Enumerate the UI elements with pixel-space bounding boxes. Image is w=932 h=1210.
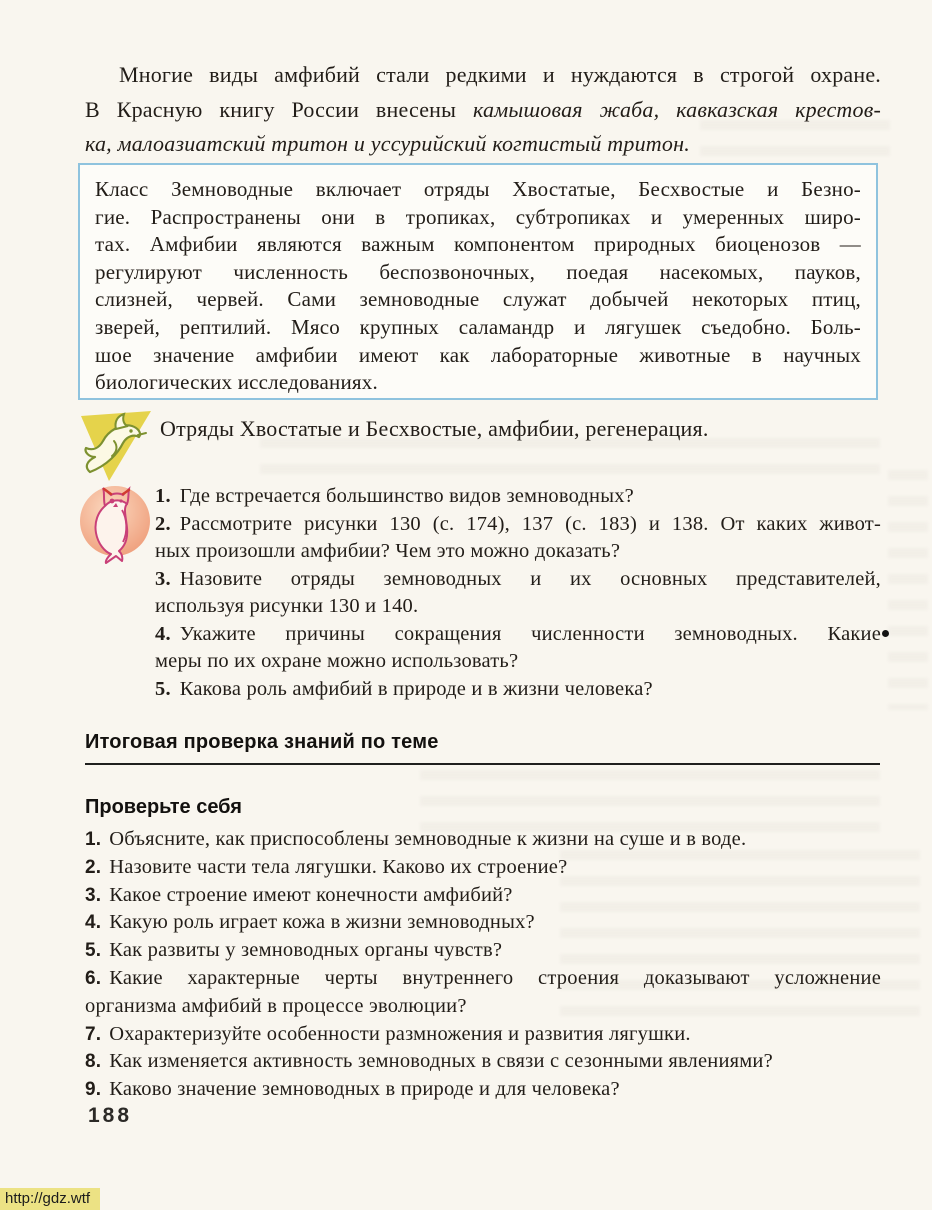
question-item — [155, 566, 881, 621]
summary-line: гие. Распространены они в тропиках, субтропиках и умеренных широ- — [95, 204, 861, 229]
question-item — [155, 511, 881, 566]
summary-line: шое значение амфибии имеют как лабораторные животные в научных — [95, 342, 861, 367]
item-number: 8. — [85, 1051, 102, 1073]
question-line: меры по их охране можно использовать? — [155, 650, 519, 672]
summary-line: Класс Земноводные включает отряды Хвостатые, Бесхвостые и Безно- — [95, 177, 861, 201]
question-number: 2. — [155, 512, 171, 535]
questions-list — [155, 483, 881, 703]
question-line: 5. Какова роль амфибий в природе и в жизни человека? — [155, 677, 653, 700]
item-number: 1. — [85, 829, 102, 850]
section-divider — [85, 763, 880, 765]
subsection-heading: Проверьте себя — [85, 796, 242, 818]
section-heading: Итоговая проверка знаний по теме — [85, 731, 439, 753]
item-number: 7. — [85, 1023, 102, 1045]
question-line: 2. Рассмотрите рисунки 130 (с. 174), 137 (с. 183) и 138. От каких живот- — [155, 512, 881, 535]
item-number: 3. — [85, 884, 102, 906]
question-line: 3. Назовите отряды земноводных и их основных представителей, — [155, 567, 881, 590]
checklist-item: 9. Каково значение земноводных в природе и для человека? — [85, 1078, 620, 1101]
checklist-item: 2. Назовите части тела лягушки. Каково их строение? — [85, 855, 568, 878]
item-number: 9. — [85, 1079, 102, 1101]
question-number: 5. — [155, 677, 171, 700]
item-number: 4. — [85, 912, 102, 934]
self-check-list — [85, 826, 881, 1104]
item-number: 6. — [85, 967, 102, 989]
summary-line: регулируют численность беспозвоночных, поедая насекомых, пауков, — [95, 259, 861, 284]
question-item — [155, 621, 881, 676]
dolphin-icon — [78, 408, 154, 484]
question-number: 3. — [155, 567, 171, 590]
question-line: ных произошли амфибии? Чем это можно доказать? — [155, 540, 621, 562]
checklist-item: 3. Какое строение имеют конечности амфибий? — [85, 883, 513, 906]
checklist-item: 4. Какую роль играет кожа в жизни земноводных? — [85, 911, 535, 934]
question-item — [155, 676, 881, 704]
checklist-item: 7. Охарактеризуйте особенности размножения и развития лягушки. — [85, 1022, 691, 1045]
summary-line: слизней, червей. Сами земноводные служат добычей некоторых птиц, — [95, 287, 861, 312]
checklist-item: 1. Объясните, как приспособлены земноводные к жизни на суше и в воде. — [85, 828, 747, 850]
paragraph-line: Многие виды амфибий стали редкими и нуждаются в строгой охране. — [119, 62, 881, 87]
question-number: 1. — [155, 485, 171, 507]
stray-dot — [882, 630, 889, 637]
bleedthrough-smudge — [888, 470, 928, 710]
summary-line: биологических исследованиях. — [95, 370, 378, 395]
page-number: 188 — [88, 1104, 133, 1127]
paragraph-line: ка, малоазиатский тритон и уссурийский когтистый тритон. — [85, 131, 690, 156]
questions-block — [85, 483, 881, 703]
checklist-item: 5. Как развиты у земноводных органы чувств? — [85, 939, 503, 962]
checklist-item: 8. Как изменяется активность земноводных в связи с сезонными явлениями? — [85, 1050, 773, 1073]
summary-line: тах. Амфибии являются важным компонентом природных биоценозов — — [95, 232, 861, 257]
bleedthrough-smudge — [260, 438, 880, 486]
question-line: 4. Укажите причины сокращения численности земноводных. Какие — [155, 622, 881, 645]
question-line: используя рисунки 130 и 140. — [155, 595, 419, 617]
question-line: 1. Где встречается большинство видов земноводных? — [155, 485, 634, 507]
question-item — [155, 483, 881, 511]
owl-icon — [78, 484, 154, 564]
paragraph-line: В Красную книгу России внесены камышовая жаба, кавказская крестов- — [85, 96, 881, 122]
item-number: 2. — [85, 856, 102, 878]
intro-paragraph — [85, 58, 881, 162]
item-number: 5. — [85, 940, 102, 962]
checklist-item: 6. Какие характерные черты внутреннего строения доказывают усложнение организма амфибий в процессе эволюции? — [85, 966, 881, 1017]
summary-box — [78, 163, 878, 400]
watermark: http://gdz.wtf — [0, 1188, 100, 1210]
question-number: 4. — [155, 622, 171, 645]
summary-line: зверей, рептилий. Мясо крупных саламандр и лягушек съедобно. Боль- — [95, 314, 861, 339]
keywords-text: Отряды Хвостатые и Бесхвостые, амфибии, регенерация. — [160, 416, 709, 441]
